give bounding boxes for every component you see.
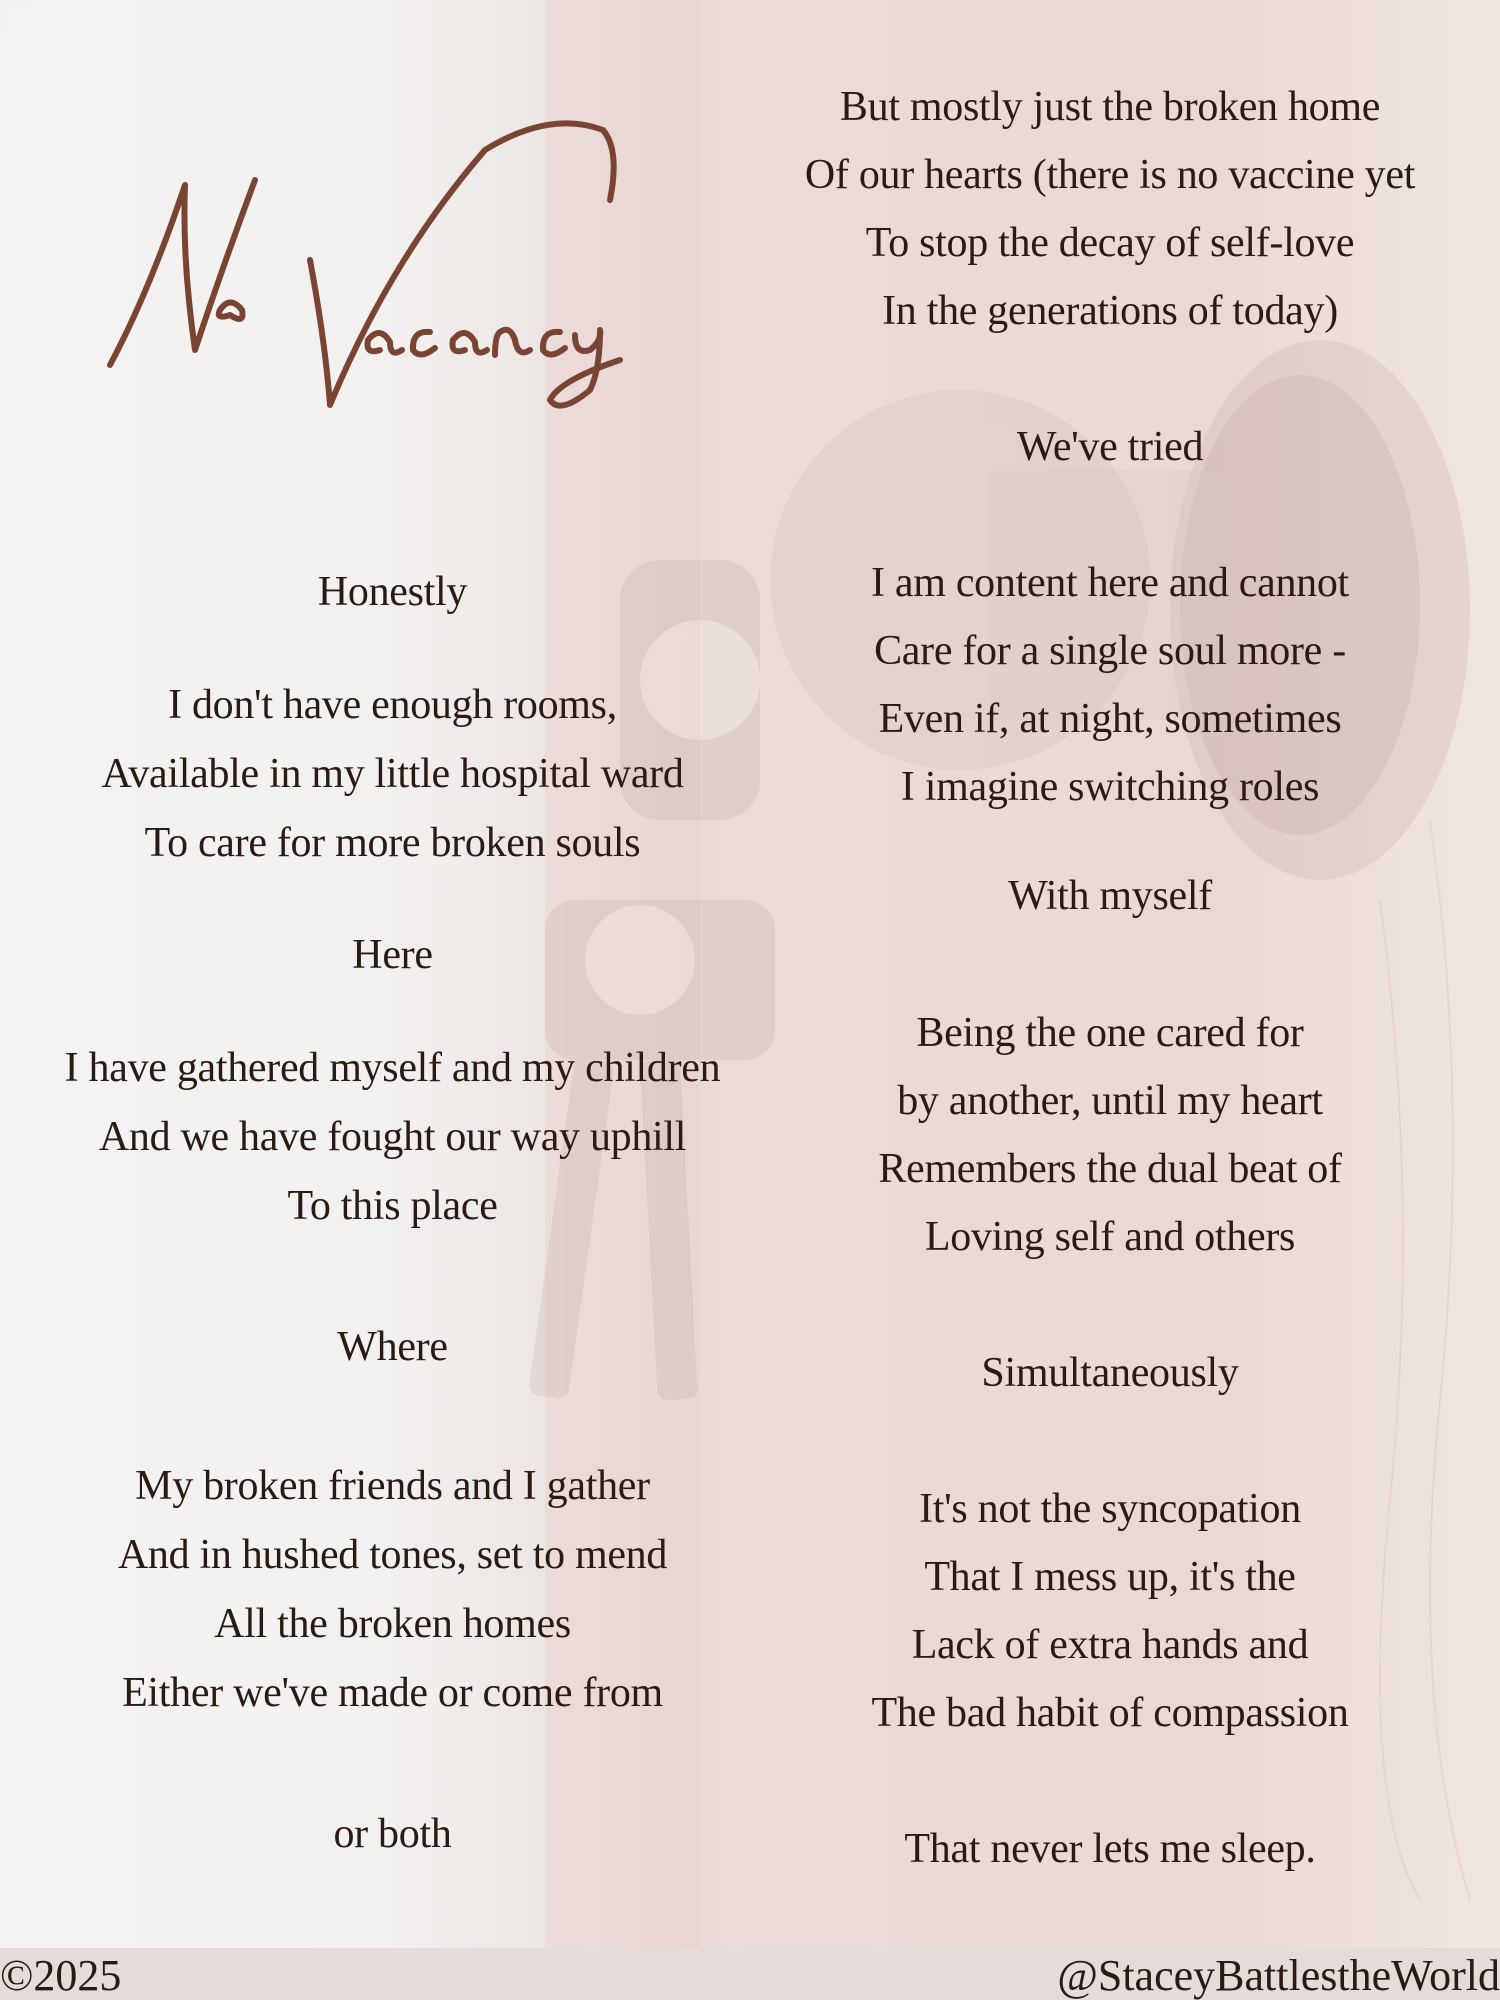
poem-line: It's not the syncopation (919, 1486, 1301, 1532)
poem-line: I have gathered myself and my children (64, 1045, 721, 1091)
poem-line: That I mess up, it's the (924, 1554, 1296, 1600)
poem-line: or both (333, 1811, 452, 1857)
copyright-text: ©2025 (0, 1951, 122, 2000)
poem-line: All the broken homes (214, 1601, 571, 1647)
poem-line: We've tried (1016, 424, 1204, 470)
poem-line: Here (352, 932, 433, 978)
poem-line: Being the one cared for (916, 1010, 1304, 1056)
poem-line: And in hushed tones, set to mend (117, 1532, 668, 1578)
poem-line: Available in my little hospital ward (101, 751, 684, 797)
poem-line: To care for more broken souls (144, 820, 641, 866)
poem-line: by another, until my heart (897, 1078, 1323, 1124)
author-handle: @StaceyBattlestheWorld (1057, 1951, 1500, 2000)
poem-line: Either we've made or come from (122, 1670, 663, 1716)
poem-line: Honestly (317, 569, 468, 615)
poem-line: That never lets me sleep. (904, 1826, 1316, 1872)
poem-line: But mostly just the broken home (839, 84, 1381, 130)
poem-line: Simultaneously (981, 1350, 1239, 1396)
poem-line: Of our hearts (there is no vaccine yet (804, 152, 1416, 198)
poem-line: Remembers the dual beat of (878, 1146, 1342, 1192)
poem-line: Loving self and others (924, 1214, 1296, 1260)
poem-line: And we have fought our way uphill (98, 1114, 687, 1160)
poem-line: Where (337, 1324, 448, 1370)
poem-title-script (90, 110, 690, 430)
poem-line: I don't have enough rooms, (168, 682, 617, 728)
poem-line: I imagine switching roles (900, 764, 1320, 810)
poem-line: To this place (287, 1183, 498, 1229)
poem-line: I am content here and cannot (871, 560, 1349, 606)
poem-line: The bad habit of compassion (871, 1690, 1349, 1736)
poem-right-column (730, 73, 1490, 1883)
poem-line: Lack of extra hands and (911, 1622, 1309, 1668)
poem-left-column (0, 558, 785, 1869)
poem-line: Even if, at night, sometimes (878, 696, 1342, 742)
poem-line: In the generations of today) (882, 288, 1338, 334)
poem-line: My broken friends and I gather (135, 1463, 650, 1509)
poem-line: To stop the decay of self-love (865, 220, 1355, 266)
poem-line: With myself (1008, 873, 1212, 919)
poem-line: Care for a single soul more - (874, 628, 1346, 674)
